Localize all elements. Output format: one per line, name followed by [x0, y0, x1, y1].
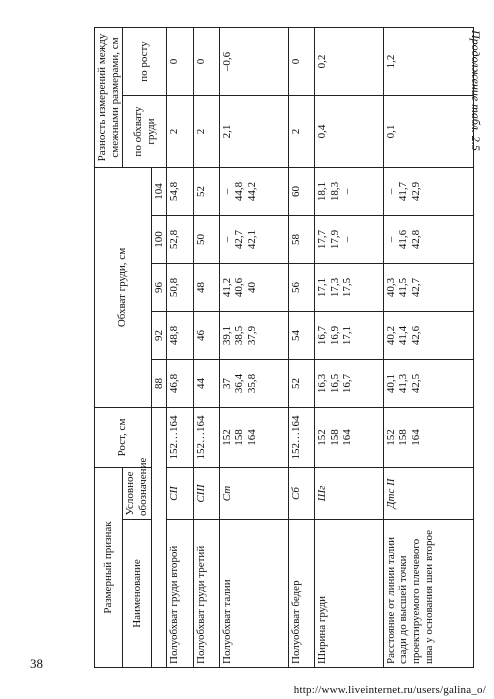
height-cell-value: 152: [220, 429, 233, 446]
diff-chest-cell: [167, 96, 193, 168]
height-cell: [193, 408, 219, 468]
feature-symbol: Дтс II: [383, 468, 473, 520]
chest-value-cell-value: 17,1: [341, 325, 354, 346]
feature-name: Полуобхват груди второй: [167, 520, 193, 668]
chest-value-cell-value: 56: [289, 282, 302, 293]
chest-value-cell-value: 54,8: [168, 181, 181, 202]
chest-value-cell-value: 50,8: [168, 277, 181, 298]
table-body: [167, 28, 474, 668]
table-row: [314, 28, 383, 668]
page-number: 38: [30, 656, 43, 671]
height-cell: [167, 408, 193, 468]
chest-value-cell: [219, 312, 288, 360]
chest-value-cell-value: 39,1: [220, 325, 233, 346]
diff-height-cell: [219, 28, 288, 96]
chest-value-cell-value: –: [341, 236, 354, 243]
chest-size-cell: 96: [151, 264, 167, 312]
chest-value-cell-value: 44: [194, 378, 207, 389]
height-cell: [314, 408, 383, 468]
diff-height-cell-value: 0,2: [315, 54, 328, 69]
chest-value-cell-value: 44,2: [246, 181, 259, 202]
chest-value-cell-value: 41,2: [220, 277, 233, 298]
chest-value-cell-value: 42,5: [410, 373, 423, 394]
chest-value-cell-value: 46,8: [168, 373, 181, 394]
chest-value-cell-value: 48,8: [168, 325, 181, 346]
chest-value-cell: [193, 360, 219, 408]
feature-name: Полуобхват груди третий: [193, 520, 219, 668]
chest-value-cell-value: 40,6: [233, 277, 246, 298]
diff-height-cell: [383, 28, 473, 96]
chest-value-cell: [314, 360, 383, 408]
chest-value-cell: [314, 168, 383, 216]
chest-value-cell-value: 60: [289, 186, 302, 197]
diff-chest-cell: [193, 96, 219, 168]
chest-value-cell-value: 40,2: [384, 325, 397, 346]
chest-value-cell-value: 17,3: [328, 277, 341, 298]
height-cell-value: 164: [246, 429, 259, 446]
chest-size-cell: 88: [151, 360, 167, 408]
chest-value-cell-value: 42,8: [410, 229, 423, 250]
chest-value-cell: [219, 264, 288, 312]
chest-value-cell-value: 52: [194, 186, 207, 197]
height-cell-value: 152…164: [194, 415, 207, 460]
feature-name: Полуобхват бедер: [288, 520, 314, 668]
chest-value-cell-value: 36,4: [233, 373, 246, 394]
feature-symbol: CII: [167, 468, 193, 520]
chest-value-cell-value: 16,7: [315, 325, 328, 346]
table-row: [167, 28, 193, 668]
chest-value-cell-value: 18,3: [328, 181, 341, 202]
table-row: [219, 28, 288, 668]
chest-value-cell-value: 16,3: [315, 373, 328, 394]
footer-url: http://www.liveinternet.ru/users/galina_o/: [293, 684, 486, 696]
chest-size-cell: 100: [151, 216, 167, 264]
chest-value-cell-value: 40: [246, 282, 259, 293]
table-row: [288, 28, 314, 668]
chest-value-cell: [219, 216, 288, 264]
chest-value-cell-value: 44,8: [233, 181, 246, 202]
feature-name: Полуобхват талии: [219, 520, 288, 668]
chest-value-cell: [288, 216, 314, 264]
chest-value-cell: [383, 360, 473, 408]
chest-value-cell-value: –: [384, 188, 397, 195]
diff-chest-cell-value: 0,4: [315, 124, 328, 139]
feature-symbol: CIII: [193, 468, 219, 520]
chest-value-cell-value: 16,9: [328, 325, 341, 346]
diff-chest-cell-value: 2: [168, 128, 181, 135]
chest-size-cell: 104: [151, 168, 167, 216]
chest-value-cell: [219, 360, 288, 408]
height-cell-value: 152…164: [168, 415, 181, 460]
chest-value-cell: [288, 312, 314, 360]
height-cell-value: 164: [410, 429, 423, 446]
chest-value-cell: [167, 360, 193, 408]
diff-chest-cell: [383, 96, 473, 168]
chest-value-cell-value: 37,9: [246, 325, 259, 346]
height-header: Рост, см: [95, 408, 152, 468]
diff-chest-cell-value: 2,1: [220, 124, 233, 139]
feature-header: Размерный признак: [95, 468, 123, 668]
chest-size-cell: 92: [151, 312, 167, 360]
blank-header-cell: [151, 408, 167, 668]
chest-value-cell: [167, 216, 193, 264]
chest-value-cell-value: 42,7: [233, 229, 246, 250]
height-cell-value: 158: [233, 429, 246, 446]
chest-value-cell-value: –: [341, 188, 354, 195]
chest-value-cell-value: 16,5: [328, 373, 341, 394]
chest-value-cell-value: –: [220, 188, 233, 195]
chest-value-cell-value: –: [220, 236, 233, 243]
diff-height-cell: [167, 28, 193, 96]
chest-value-cell-value: 41,6: [397, 229, 410, 250]
chest-value-cell-value: 41,5: [397, 277, 410, 298]
feature-symbol: Ст: [219, 468, 288, 520]
table-row: [193, 28, 219, 668]
chest-value-cell-value: 17,5: [341, 277, 354, 298]
height-cell-value: 152: [384, 429, 397, 446]
chest-value-cell-value: 42,1: [246, 229, 259, 250]
diff-height-cell-value: 0: [194, 58, 207, 65]
chest-value-cell: [167, 168, 193, 216]
diff-chest-cell-value: 2: [289, 128, 302, 135]
chest-value-cell-value: 46: [194, 330, 207, 341]
chest-value-cell: [288, 264, 314, 312]
chest-value-cell-value: 40,1: [384, 373, 397, 394]
diff-height-cell-value: 0: [168, 58, 181, 65]
height-cell-value: 158: [397, 429, 410, 446]
chest-value-cell: [193, 168, 219, 216]
chest-value-cell-value: 41,4: [397, 325, 410, 346]
chest-value-cell: [167, 312, 193, 360]
chest-value-cell-value: 40,3: [384, 277, 397, 298]
feature-name: Расстояние от линии талии сзади до высшей точки проектируемого плечевого шва у основания шеи второе: [383, 520, 473, 668]
chest-value-cell-value: 38,5: [233, 325, 246, 346]
chest-value-cell-value: 16,7: [341, 373, 354, 394]
chest-value-cell: [193, 312, 219, 360]
diff-chest-cell: [288, 96, 314, 168]
chest-value-cell: [383, 312, 473, 360]
chest-value-cell-value: 42,6: [410, 325, 423, 346]
table-rotated-container: [94, 28, 474, 668]
differences-header: Разность измерений между смежными размерами, см: [95, 28, 123, 168]
chest-girth-header: Обхват груди, см: [95, 168, 152, 408]
chest-value-cell: [383, 264, 473, 312]
name-header: Наименование: [123, 520, 151, 668]
chest-value-cell-value: 52: [289, 378, 302, 389]
diff-chest-cell-value: 0,1: [384, 124, 397, 139]
diff-chest-cell-value: 2: [194, 128, 207, 135]
chest-value-cell: [383, 168, 473, 216]
chest-value-cell-value: 42,7: [410, 277, 423, 298]
diff-height-cell-value: 1,2: [384, 54, 397, 69]
chest-value-cell: [288, 360, 314, 408]
continuation-caption: Продолжение табл. 2.5: [469, 30, 483, 151]
chest-value-cell-value: 41,7: [397, 181, 410, 202]
symbol-header: Условное обозначение: [123, 468, 151, 520]
chest-value-cell-value: 41,3: [397, 373, 410, 394]
chest-value-cell-value: 50: [194, 234, 207, 245]
chest-value-cell: [193, 264, 219, 312]
chest-value-cell-value: 18,1: [315, 181, 328, 202]
chest-value-cell-value: 35,8: [246, 373, 259, 394]
chest-value-cell: [314, 264, 383, 312]
chest-value-cell: [314, 216, 383, 264]
chest-value-cell-value: 48: [194, 282, 207, 293]
by-height-header: по росту: [123, 28, 167, 96]
height-cell-value: 152…164: [289, 415, 302, 460]
chest-value-cell-value: 58: [289, 234, 302, 245]
feature-symbol: Сб: [288, 468, 314, 520]
height-cell-value: 164: [341, 429, 354, 446]
diff-height-cell-value: –0,6: [220, 51, 233, 72]
feature-name: Ширина груди: [314, 520, 383, 668]
diff-height-cell: [288, 28, 314, 96]
diff-height-cell: [193, 28, 219, 96]
table-row: [383, 28, 473, 668]
chest-value-cell-value: 17,7: [315, 229, 328, 250]
height-cell-value: 152: [315, 429, 328, 446]
height-cell: [383, 408, 473, 468]
diff-chest-cell: [219, 96, 288, 168]
chest-value-cell: [383, 216, 473, 264]
chest-value-cell: [193, 216, 219, 264]
chest-value-cell: [314, 312, 383, 360]
by-chest-header: по обхвату груди: [123, 96, 167, 168]
chest-value-cell-value: 42,9: [410, 181, 423, 202]
chest-value-cell-value: 52,8: [168, 229, 181, 250]
diff-height-cell: [314, 28, 383, 96]
chest-value-cell-value: –: [384, 236, 397, 243]
header-row-1: [95, 28, 123, 668]
diff-chest-cell: [314, 96, 383, 168]
diff-height-cell-value: 0: [289, 58, 302, 65]
chest-value-cell: [219, 168, 288, 216]
size-table: [94, 27, 474, 668]
height-cell: [288, 408, 314, 468]
feature-symbol: Шг: [314, 468, 383, 520]
chest-value-cell-value: 17,1: [315, 277, 328, 298]
chest-value-cell-value: 37: [220, 378, 233, 389]
chest-value-cell-value: 17,9: [328, 229, 341, 250]
chest-value-cell-value: 54: [289, 330, 302, 341]
chest-value-cell: [288, 168, 314, 216]
height-cell: [219, 408, 288, 468]
height-cell-value: 158: [328, 429, 341, 446]
chest-value-cell: [167, 264, 193, 312]
